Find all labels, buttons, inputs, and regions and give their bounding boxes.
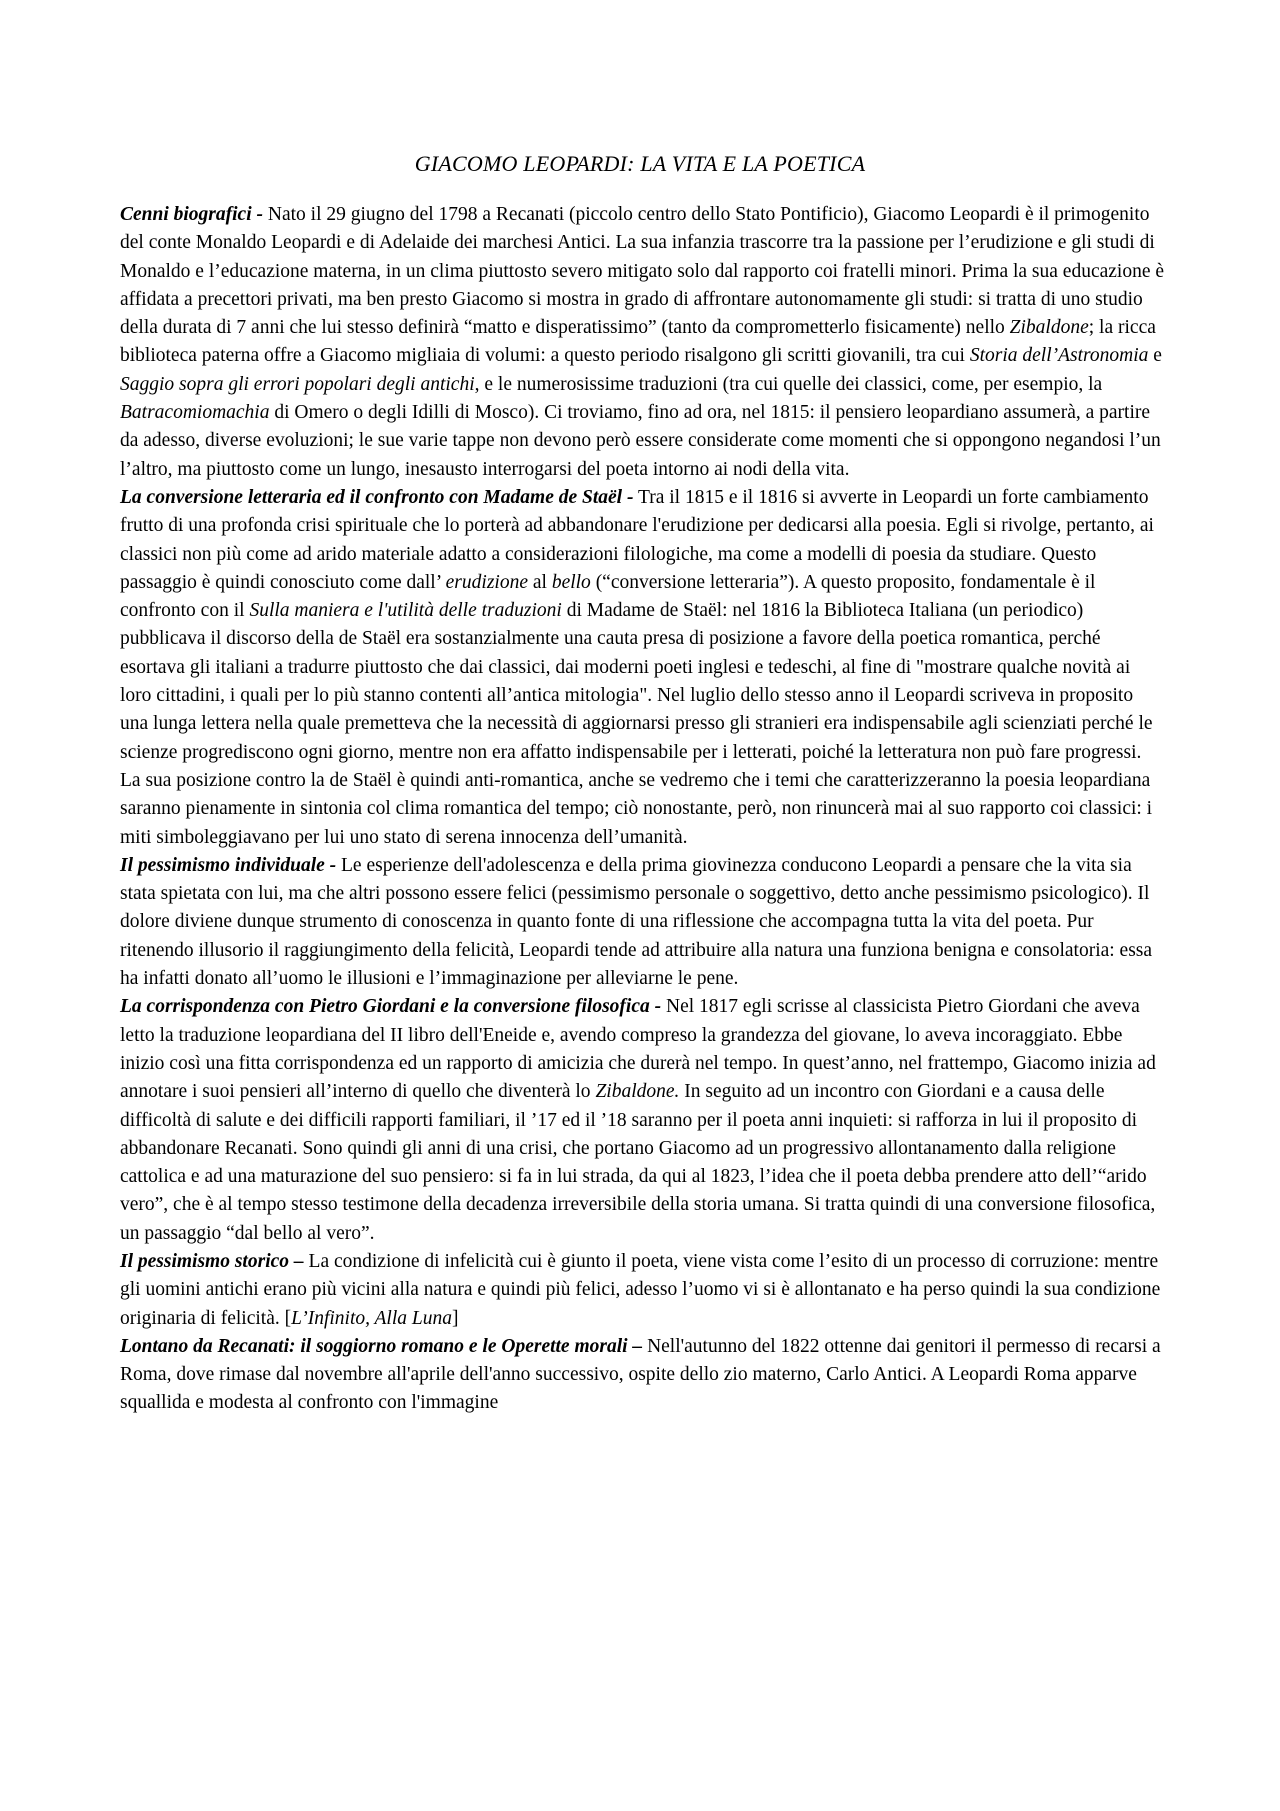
paragraph-text: Nato il 29 giugno del 1798 a Recanati (piccolo centro dello Stato Pontificio), Giacomo Leopardi è il primogenito del conte Monaldo Leopardi e di Adelaide dei marchesi Antici. La sua infanzia trascorre tra la passione per l’erudizione e gli studi di Monaldo e l’educazione materna, in un clima piuttosto severo mitigato solo dal rapporto coi fratelli minori. Prima la sua educazione è affidata a precettori privati, ma ben presto Giacomo si mostra in grado di affrontare autonomamente gli studi: si tratta di uno studio della durata di 7 anni che lui stesso definirà “matto e disperatissimo” (tanto da comprometterlo fisicamente) nello (120, 204, 1165, 339)
italic-title-text: erudizione (445, 571, 528, 593)
paragraph-text: e (1148, 345, 1162, 367)
paragraph-text: (“conversione letteraria”). A questo proposito, fondamentale è il confronto con il (120, 571, 1096, 622)
paragraph-text: In seguito ad un incontro con Giordani e a causa delle difficoltà di salute e dei difficili rapporti familiari, il ’17 ed il ’18 saranno per il poeta anni inquieti: si rafforza in lui il proposito di abbandonare Recanati. Sono quindi gli anni di una crisi, che portano Giacomo ad un progressivo allontanamento dalla religione cattolica e ad una maturazione del suo pensiero: si fa in lui strada, da qui al 1823, l’idea che il poeta debba prendere atto dell’“arido vero”, che è al tempo stesso testimone della decadenza irreversibile della storia umana. Si tratta quindi di una conversione filosofica, un passaggio “dal bello al vero”. (120, 1081, 1156, 1244)
section-paragraph (120, 484, 1165, 852)
section-heading: La conversione letteraria ed il confronto con Madame de Staël - (120, 486, 634, 508)
italic-title-text: Zibaldone. (595, 1081, 680, 1103)
section-paragraph (120, 1333, 1165, 1418)
section-paragraph (120, 1248, 1165, 1333)
paragraph-text: di Omero o degli Idilli di Mosco). Ci troviamo, fino ad ora, nel 1815: il pensiero leopardiano assumerà, a partire da adesso, diverse evoluzioni; le sue varie tappe non devono però essere considerate come momenti che si oppongono negandosi l’un l’altro, ma piuttosto come un lungo, inesausto interrogarsi del poeta intorno ai nodi della vita. (120, 402, 1161, 480)
document-body (120, 201, 1165, 1418)
paragraph-text: Le esperienze dell'adolescenza e della prima giovinezza conducono Leopardi a pensare che la vita sia stata spietata con lui, ma che altri possono essere felici (pessimismo personale o soggettivo, detto anche pessimismo psicologico). Il dolore diviene dunque strumento di conoscenza in quanto fonte di una riflessione che accompagna tutta la vita del poeta. Pur ritenendo illusorio il raggiungimento della felicità, Leopardi tende ad attribuire alla natura una funziona benigna e consolatoria: essa ha infatti donato all’uomo le illusioni e l’immaginazione per alleviarne le pene. (120, 854, 1153, 990)
italic-title-text: L’Infinito, Alla Luna (291, 1307, 452, 1329)
paragraph-text: Tra il 1815 e il 1816 si avverte in Leopardi un forte cambiamento frutto di una profonda crisi spirituale che lo porterà ad abbandonare l'erudizione per dedicarsi alla poesia. Egli si rivolge, pertanto, ai classici non più come ad arido materiale adatto a considerazioni filologiche, ma come a modelli di poesia da studiare. Questo passaggio è quindi conosciuto come dall’ (120, 486, 1154, 593)
italic-title-text: Zibaldone (1009, 317, 1089, 339)
italic-title-text: Saggio sopra gli errori popolari degli antichi (120, 373, 475, 395)
paragraph-text: ] (452, 1307, 459, 1329)
italic-title-text: Storia dell’Astronomia (969, 345, 1149, 367)
section-paragraph (120, 993, 1165, 1248)
italic-title-text: bello (551, 571, 591, 593)
paragraph-text: ; la ricca biblioteca paterna offre a Giacomo migliaia di volumi: a questo periodo risalgono gli scritti giovanili, tra cui (120, 317, 1156, 367)
italic-title-text: Sulla maniera e l'utilità delle traduzioni (249, 600, 562, 622)
paragraph-text: , e le numerosissime traduzioni (tra cui quelle dei classici, come, per esempio, la (474, 373, 1103, 395)
document-title: GIACOMO LEOPARDI: LA VITA E LA POETICA (414, 151, 866, 176)
paragraph-text: Nell'autunno del 1822 ottenne dai genitori il permesso di recarsi a Roma, dove rimase dal novembre all'aprile dell'anno successivo, ospite dello zio materno, Carlo Antici. A Leopardi Roma apparve squallida e modesta al confronto con l'immagine (120, 1335, 1161, 1414)
section-paragraph (120, 852, 1165, 993)
italic-title-text: Batracomiomachia (120, 402, 270, 424)
section-paragraph (120, 201, 1165, 484)
section-heading: Il pessimismo individuale - (120, 854, 337, 876)
section-heading: Cenni biografici - (120, 204, 264, 225)
section-heading: La corrispondenza con Pietro Giordani e la conversione filosofica - (120, 996, 662, 1018)
section-heading: Il pessimismo storico – (120, 1250, 304, 1272)
paragraph-text: di Madame de Staël: nel 1816 la Biblioteca Italiana (un periodico) pubblicava il discorso della de Staël era sostanzialmente una cauta presa di posizione a favore della poetica romantica, perché esortava gli italiani a tradurre piuttosto che dai classici, dai moderni poeti inglesi e tedeschi, al fine di "mostrare qualche novità ai loro cittadini, i quali per lo più stanno contenti all’antica mitologia". Nel luglio dello stesso anno il Leopardi scriveva in proposito una lunga lettera nella quale premetteva che la necessità di aggiornarsi presso gli stranieri era indispensabile agli scienziati perché le scienze progrediscono ogni giorno, mentre non era affatto indispensabile per i letterati, poiché la letteratura non può fare progressi. La sua posizione contro la de Staël è quindi anti-romantica, anche se vedremo che i temi che caratterizzeranno la poesia leopardiana saranno pienamente in sintonia col clima romantica del tempo; ciò nonostante, però, non rinuncerà mai al suo rapporto coi classici: i miti simboleggiavano per lui uno stato di serena innocenza dell’umanità. (120, 600, 1153, 848)
section-heading: Lontano da Recanati: il soggiorno romano e le Operette morali – (120, 1335, 643, 1357)
paragraph-text: al (527, 571, 552, 593)
paragraph-text: La condizione di infelicità cui è giunto il poeta, viene vista come l’esito di un processo di corruzione: mentre gli uomini antichi erano più vicini alla natura e quindi più felici, adesso l’uomo vi si è allontanato e ha perso quindi la sua condizione originaria di felicità. [ (120, 1250, 1161, 1329)
paragraph-text: Nel 1817 egli scrisse al classicista Pietro Giordani che aveva letto la traduzione leopardiana del II libro dell'Eneide e, avendo compreso la grandezza del giovane, lo aveva incoraggiato. Ebbe inizio così una fitta corrispondenza ed un rapporto di amicizia che durerà nel tempo. In quest’anno, nel frattempo, Giacomo inizia ad annotare i suoi pensieri all’interno di quello che diventerà lo (120, 996, 1156, 1103)
